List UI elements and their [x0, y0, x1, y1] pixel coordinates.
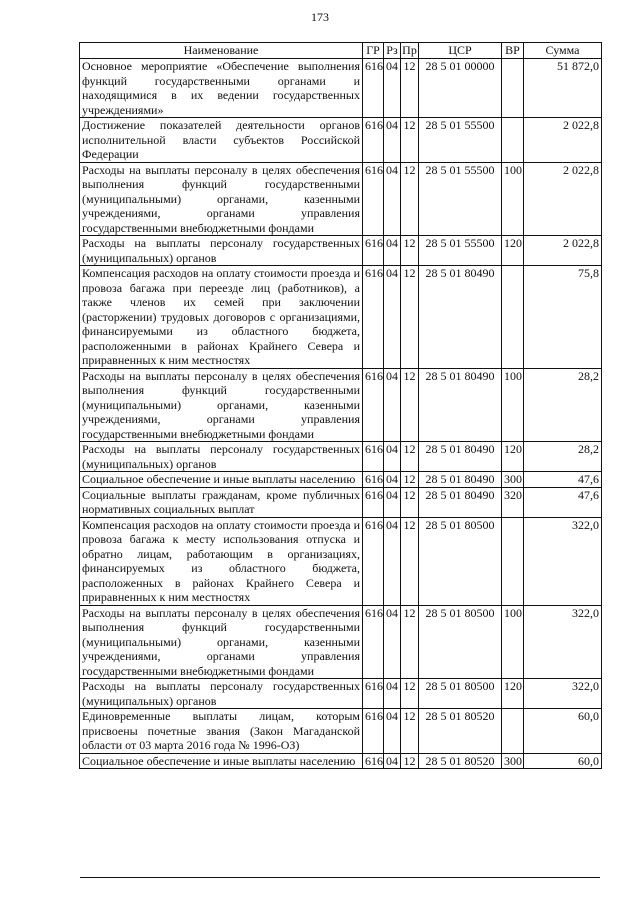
row-vr-cell: 120 — [502, 442, 524, 472]
row-sum-cell: 28,2 — [524, 368, 602, 442]
row-csr-cell: 28 5 01 80500 — [419, 679, 502, 709]
header-sum: Сумма — [524, 43, 602, 59]
table-row — [80, 472, 602, 488]
row-sum-cell: 2 022,8 — [524, 118, 602, 163]
row-vr-cell: 300 — [502, 472, 524, 488]
row-vr-cell: 320 — [502, 487, 524, 517]
row-csr-cell: 28 5 01 80500 — [419, 605, 502, 679]
row-sum-cell: 322,0 — [524, 679, 602, 709]
row-sum-cell: 28,2 — [524, 442, 602, 472]
row-rz-cell: 04 — [384, 368, 401, 442]
table-row — [80, 487, 602, 517]
row-rz-cell: 04 — [384, 472, 401, 488]
row-gr-cell: 616 — [363, 517, 384, 605]
table-row — [80, 517, 602, 605]
row-csr-cell: 28 5 01 80500 — [419, 517, 502, 605]
header-pr: Пр — [402, 43, 417, 57]
row-vr-cell: 100 — [502, 162, 524, 236]
row-sum-cell: 60,0 — [524, 709, 602, 754]
table-row — [80, 59, 602, 118]
table-row — [80, 368, 602, 442]
row-name-cell: Социальное обеспечение и иные выплаты населению — [80, 753, 363, 769]
row-pr-cell: 12 — [401, 517, 419, 605]
row-name-cell: Расходы на выплаты персоналу государственных (муниципальных) органов — [80, 442, 363, 472]
row-name-cell: Расходы на выплаты персоналу в целях обеспечения выполнения функций государственными (муниципальными) органами, казенными учреждениями, органами управления государственными внебюджетными фондами — [80, 605, 363, 679]
row-name-cell: Основное мероприятие «Обеспечение выполнения функций государственными органами и находящимися в их ведении государственных учреждениями» — [80, 59, 363, 118]
row-sum-cell: 51 872,0 — [524, 59, 602, 118]
header-row — [80, 43, 602, 59]
row-sum-cell: 2 022,8 — [524, 236, 602, 266]
row-vr-cell: 100 — [502, 368, 524, 442]
table-row — [80, 266, 602, 369]
row-name-cell: Достижение показателей деятельности органов исполнительной власти субъектов Российской Федерации — [80, 118, 363, 163]
row-pr-cell: 12 — [401, 162, 419, 236]
row-pr-cell: 12 — [401, 118, 419, 163]
header-gr: ГР — [363, 43, 384, 59]
row-csr-cell: 28 5 01 55500 — [419, 162, 502, 236]
row-name-cell: Социальное обеспечение и иные выплаты населению — [80, 472, 363, 488]
row-csr-cell: 28 5 01 80490 — [419, 472, 502, 488]
row-pr-cell: 12 — [401, 487, 419, 517]
row-gr-cell: 616 — [363, 709, 384, 754]
row-sum-cell: 47,6 — [524, 472, 602, 488]
row-csr-cell: 28 5 01 00000 — [419, 59, 502, 118]
header-name: Наименование — [80, 43, 363, 59]
row-sum-cell: 60,0 — [524, 753, 602, 769]
header-rz: Рз — [384, 43, 401, 59]
row-name-cell: Расходы на выплаты персоналу в целях обеспечения выполнения функций государственными (муниципальными) органами, казенными учреждениями, органами управления государственными внебюджетными фондами — [80, 162, 363, 236]
bottom-rule — [80, 877, 600, 878]
row-gr-cell: 616 — [363, 487, 384, 517]
row-vr-cell — [502, 709, 524, 754]
row-rz-cell: 04 — [384, 442, 401, 472]
row-pr-cell: 12 — [401, 605, 419, 679]
table-row — [80, 118, 602, 163]
row-vr-cell — [502, 266, 524, 369]
row-csr-cell: 28 5 01 80520 — [419, 753, 502, 769]
row-pr-cell: 12 — [401, 679, 419, 709]
row-vr-cell: 120 — [502, 679, 524, 709]
header-csr: ЦСР — [419, 43, 502, 59]
row-gr-cell: 616 — [363, 368, 384, 442]
table-row — [80, 679, 602, 709]
row-pr-cell: 12 — [401, 472, 419, 488]
row-gr-cell: 616 — [363, 236, 384, 266]
row-vr-cell — [502, 59, 524, 118]
row-csr-cell: 28 5 01 80490 — [419, 368, 502, 442]
row-vr-cell: 300 — [502, 753, 524, 769]
row-sum-cell: 322,0 — [524, 517, 602, 605]
header-vr: ВР — [502, 43, 524, 59]
table-row — [80, 236, 602, 266]
table-row — [80, 442, 602, 472]
row-name-cell: Расходы на выплаты персоналу государственных (муниципальных) органов — [80, 236, 363, 266]
row-pr-cell: 12 — [401, 442, 419, 472]
row-name-cell: Социальные выплаты гражданам, кроме публичных нормативных социальных выплат — [80, 487, 363, 517]
row-pr-cell: 12 — [401, 368, 419, 442]
row-gr-cell: 616 — [363, 605, 384, 679]
row-name-cell: Расходы на выплаты персоналу в целях обеспечения выполнения функций государственными (муниципальными) органами, казенными учреждениями, органами управления государственными внебюджетными фондами — [80, 368, 363, 442]
row-rz-cell: 04 — [384, 118, 401, 163]
row-sum-cell: 75,8 — [524, 266, 602, 369]
row-csr-cell: 28 5 01 55500 — [419, 118, 502, 163]
row-csr-cell: 28 5 01 80490 — [419, 266, 502, 369]
row-sum-cell: 322,0 — [524, 605, 602, 679]
row-sum-cell: 47,6 — [524, 487, 602, 517]
row-pr-cell: 12 — [401, 266, 419, 369]
row-gr-cell: 616 — [363, 753, 384, 769]
row-vr-cell — [502, 517, 524, 605]
row-gr-cell: 616 — [363, 162, 384, 236]
page-number: 173 — [311, 10, 329, 24]
row-rz-cell: 04 — [384, 753, 401, 769]
row-gr-cell: 616 — [363, 679, 384, 709]
row-csr-cell: 28 5 01 55500 — [419, 236, 502, 266]
row-rz-cell: 04 — [384, 236, 401, 266]
row-name-cell: Расходы на выплаты персоналу государственных (муниципальных) органов — [80, 679, 363, 709]
row-rz-cell: 04 — [384, 266, 401, 369]
budget-table — [79, 42, 602, 769]
row-rz-cell: 04 — [384, 709, 401, 754]
row-name-cell: Компенсация расходов на оплату стоимости проезда и провоза багажа при переезде лиц (работников), а также членов их семей при заключении (расторжении) трудовых договоров с организациями, финансируемыми из областного бюджета, расположенными в районах Крайнего Севера и приравненных к ним местностях — [80, 266, 363, 369]
row-gr-cell: 616 — [363, 59, 384, 118]
table-row — [80, 709, 602, 754]
row-gr-cell: 616 — [363, 472, 384, 488]
row-rz-cell: 04 — [384, 605, 401, 679]
row-gr-cell: 616 — [363, 266, 384, 369]
row-vr-cell — [502, 118, 524, 163]
row-csr-cell: 28 5 01 80520 — [419, 709, 502, 754]
row-pr-cell: 12 — [401, 59, 419, 118]
row-name-cell: Компенсация расходов на оплату стоимости проезда и провоза багажа к месту использования отпуска и обратно лицам, работающим в организациях, финансируемых из областного бюджета, расположенных в районах Крайнего Севера и приравненных к ним местностях — [80, 517, 363, 605]
row-gr-cell: 616 — [363, 442, 384, 472]
row-sum-cell: 2 022,8 — [524, 162, 602, 236]
row-pr-cell: 12 — [401, 236, 419, 266]
row-pr-cell: 12 — [401, 709, 419, 754]
row-rz-cell: 04 — [384, 487, 401, 517]
row-rz-cell: 04 — [384, 59, 401, 118]
row-name-cell: Единовременные выплаты лицам, которым присвоены почетные звания (Закон Магаданской области от 03 марта 2016 года № 1996-ОЗ) — [80, 709, 363, 754]
table-row — [80, 605, 602, 679]
table-body — [80, 59, 602, 769]
row-gr-cell: 616 — [363, 118, 384, 163]
row-rz-cell: 04 — [384, 162, 401, 236]
row-pr-cell: 12 — [401, 753, 419, 769]
row-vr-cell: 120 — [502, 236, 524, 266]
row-vr-cell: 100 — [502, 605, 524, 679]
row-csr-cell: 28 5 01 80490 — [419, 487, 502, 517]
table-row — [80, 753, 602, 769]
row-rz-cell: 04 — [384, 679, 401, 709]
row-csr-cell: 28 5 01 80490 — [419, 442, 502, 472]
row-rz-cell: 04 — [384, 517, 401, 605]
table-row — [80, 162, 602, 236]
